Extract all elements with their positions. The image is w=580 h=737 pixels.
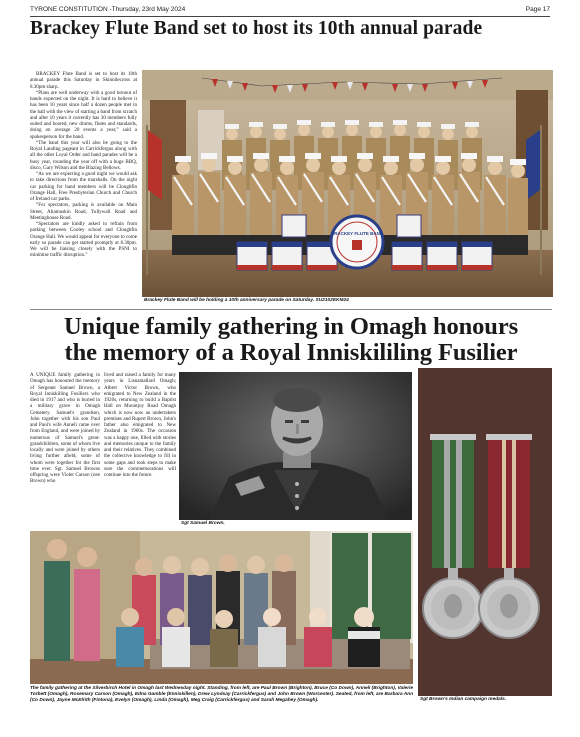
- story1-paragraph: “Plans are well underway with a good turnout of bands expected on the night. It is hard to believe it has been 10 years since half a dozen people met in the hall with the view of starting a band from scratch and after 10 years it currently has 30 members fully suited and booted, new drums, flutes and standards, doing on average 20 events a year,” said a spokesperson for the band.: [30, 89, 137, 140]
- story2-headline-line2: the memory of a Royal Inniskililing Fusilier: [64, 338, 518, 366]
- page-number: Page 17: [525, 6, 550, 13]
- story2-paragraph: A UNIQUE family gathering in Omagh has honoured the memory of Sergeant Samuel Brown, a Royal Inniskilling Fusiliers who died in 1917 and who is buried in a military grave in Omagh Cemetery. Samuel's grandson, John together with his son Paul and Paul's wife Anneli came over from England, and were joined by numerous of Samuel's great-grandchildren, some of whom live locally and were joined by others living further afield, some of whom were together for the first time ever. Sgt. Samuel Browns offspring were Violet Carson (nee Brown) who: [30, 372, 100, 485]
- portrait-photo: [179, 372, 412, 520]
- medals-photo: [418, 368, 552, 696]
- story1-paragraph: “Spectators are kindly asked to refrain from parking between Cooley school and Cloughfin Orange Hall. We would appeal for everyone to come early so parade can get started promptly at 8.30pm. We will be liaising closely with the PSNI to minimise traffic disruption.”: [30, 221, 137, 259]
- portrait-caption: Sgt Samuel Brown.: [181, 521, 225, 526]
- story1-body: [30, 71, 137, 299]
- story1-paragraph: “For spectators, parking is available on Main Street, Altamuskin Road, Tullywall Road and Meetinghouse Road.: [30, 202, 137, 221]
- story1-paragraph: BRACKEY Flute Band is set to host its 10th annual parade this Saturday in Skinnilecross at 8.30pm sharp.: [30, 71, 137, 90]
- group-photo: [30, 531, 413, 684]
- story2-column-1: [30, 372, 100, 532]
- portrait-photo-image: [179, 372, 412, 520]
- story1-paragraph: “As we are expecting a good night we would ask to take directions from the marshalls. On the night car parking for band members will be Cloughfin Orange Hall, Free Presbyterian Church and Church of Ireland car parks.: [30, 171, 137, 202]
- story2-paragraph: lived and raised a family for many years in Lisnamallard Omagh; Albert Victor Brown, who emigrated to New Zealand in the 1920s, returning to build a Baptist Hall on Mountjoy Road Omagh which is now now an undertakers premises and Rupert Brown, John's father also emigrated to New Zealand in 1960s. The occasion was a happy one, filled with stories and memories unique to the family and their relatives. They combined the collective knowledge to fill in some gaps and took steps to make sure the commemorations will continue into the future.: [104, 372, 176, 478]
- band-photo-caption: Brackey Flute Band will be holding a 10th anniversary parade on Saturday. SU2102EKM24: [144, 298, 349, 303]
- medals-caption: Sgt Brown's Indian campaign medals.: [420, 697, 507, 702]
- page-header: [30, 6, 550, 17]
- publication-date: TYRONE CONSTITUTION -Thursday, 23rd May 2024: [30, 6, 186, 13]
- story-divider: [30, 309, 552, 310]
- story1-paragraph: “The band this year will also be going to the Royal Landing pageant in Carrickfergus along with all the other Loyal Order and band parades will be a busy year, rounding the year off with a huge BBQ, disco, Gary Wilson and the Blazing Bellows.: [30, 139, 137, 171]
- drum-logo-text: BRACKEY FLUTE BAND: [330, 231, 384, 236]
- medals-photo-image: [418, 368, 552, 696]
- story2-column-2: [104, 372, 176, 532]
- group-photo-caption: The family gathering at the Silverbirch Hotel in Omagh last Wednesday night. Standing, from left, are Paul Brown (Brighton), Bruce (Co Down), Anneli (Brighton), Valerie Torbett (Omagh), Rosemary Carson (Omagh), Edna Gamble (Enniskillen), Drew Lyndsay (Carrickfergus) and John Brown (Worcester). Seated, from left, are Barbara Ann (Co Down), Jayne McElrith (Fintona), Evelyn (Omagh), Linda (Omagh), Meg Craig (Carrickfergus) and Sarah Megahey (Omagh).: [30, 686, 414, 703]
- story2-headline-line1: Unique family gathering in Omagh honours: [63, 313, 519, 340]
- band-photo: [142, 70, 553, 297]
- band-photo-image: [142, 70, 553, 297]
- story1-headline: Brackey Flute Band set to host its 10th annual parade: [30, 18, 483, 39]
- group-photo-image: [30, 531, 413, 684]
- story2-headline: [30, 314, 552, 365]
